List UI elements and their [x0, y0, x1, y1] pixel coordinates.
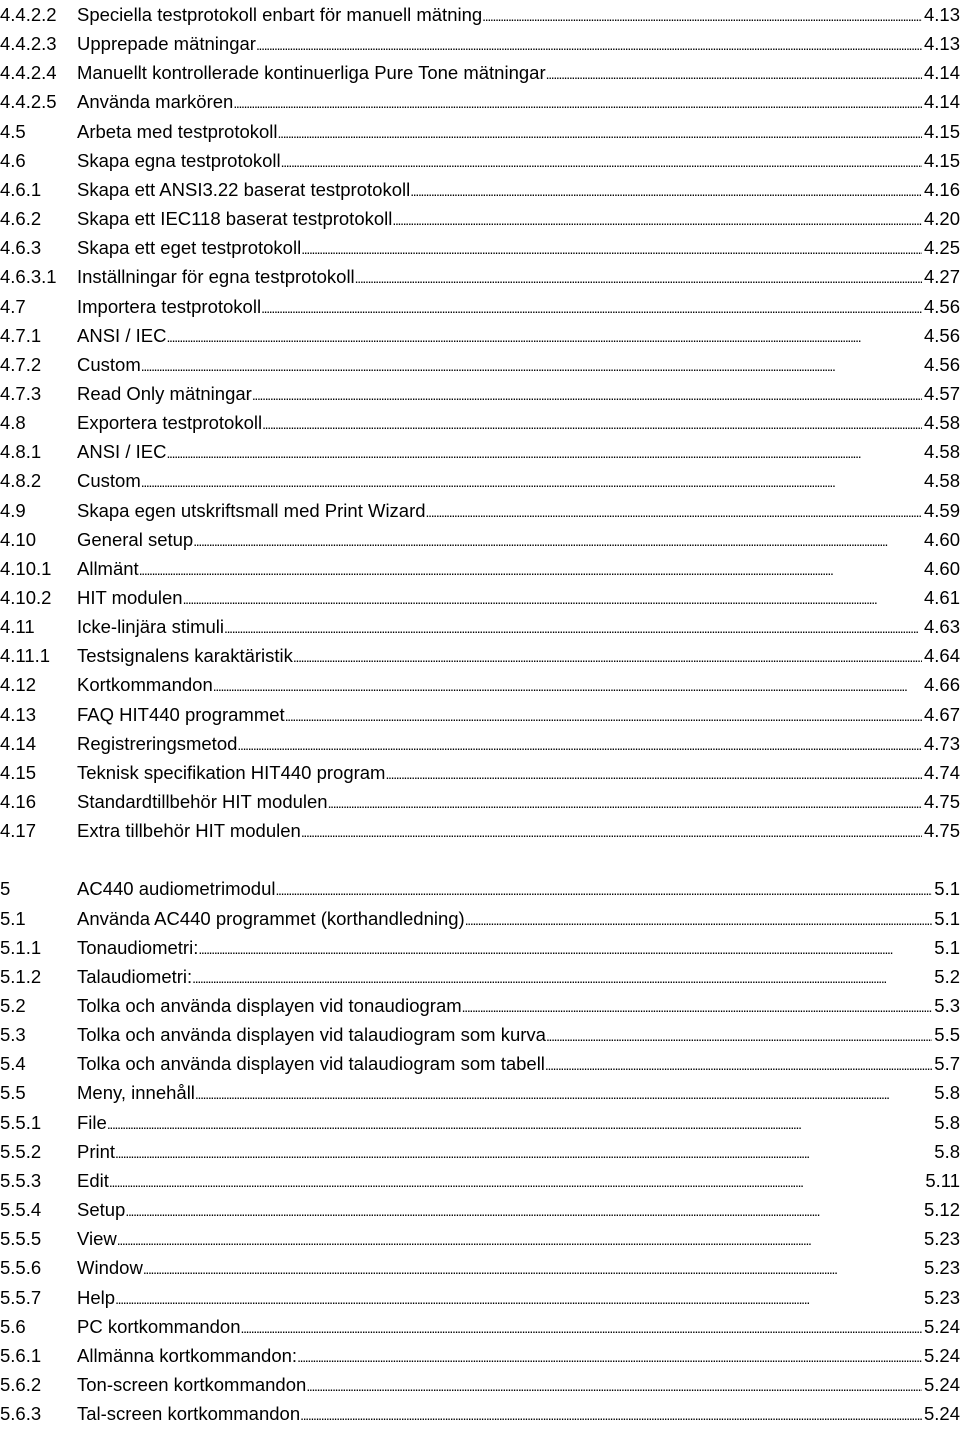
toc-entry-line — [77, 933, 960, 964]
toc-dot-leader — [285, 700, 922, 731]
toc-entry-page: 5.23 — [923, 1228, 960, 1250]
toc-entry-page: 4.13 — [923, 4, 960, 25]
toc-entry-page: 4.58 — [923, 470, 960, 492]
toc-entry[interactable] — [0, 641, 960, 670]
toc-entry-number: 4.9 — [0, 499, 26, 521]
toc-dot-leader — [195, 1078, 932, 1109]
toc-dot-leader — [297, 1341, 922, 1372]
toc-dot-leader — [355, 262, 922, 293]
toc-entry[interactable] — [0, 204, 960, 233]
toc-entry-page: 5.8 — [934, 1111, 960, 1133]
toc-dot-leader — [262, 408, 922, 439]
toc-entry[interactable] — [0, 700, 960, 729]
toc-dot-leader — [139, 554, 922, 585]
toc-entry-number: 4.6 — [0, 149, 26, 171]
toc-entry-line — [77, 729, 960, 760]
toc-entry-line — [77, 1137, 960, 1168]
toc-entry[interactable] — [0, 612, 960, 641]
toc-entry-line — [77, 1166, 960, 1197]
toc-entry-number: 5.6.3 — [0, 1403, 42, 1424]
toc-entry-number: 4.15 — [0, 761, 37, 783]
toc-entry-page: 5.3 — [934, 994, 960, 1016]
toc-entry[interactable] — [0, 962, 960, 991]
toc-entry-line — [77, 758, 960, 789]
toc-dot-leader — [109, 1166, 923, 1197]
toc-entry[interactable] — [0, 350, 960, 379]
toc-entry[interactable] — [0, 262, 960, 291]
toc-entry-page: 4.56 — [923, 353, 960, 375]
toc-dot-leader — [278, 117, 922, 148]
toc-dot-leader — [462, 991, 933, 1022]
toc-entry[interactable] — [0, 496, 960, 525]
toc-entry-page: 4.59 — [923, 499, 960, 521]
toc-entry-title: Speciella testprotokoll enbart för manuell mätning — [77, 4, 483, 25]
toc-entry-title: PC kortkommandon — [77, 1315, 241, 1337]
toc-entry[interactable] — [0, 1078, 960, 1107]
toc-entry-line — [77, 525, 960, 556]
toc-entry-line — [77, 1370, 960, 1401]
toc-dot-leader — [301, 233, 922, 264]
toc-entry-number: 4.8.1 — [0, 441, 42, 463]
toc-entry-page: 4.14 — [923, 62, 960, 84]
toc-entry[interactable] — [0, 1399, 960, 1428]
toc-entry-line — [77, 1108, 960, 1139]
toc-entry-number: 4.17 — [0, 820, 37, 842]
toc-dot-leader — [224, 612, 922, 643]
toc-dot-leader — [141, 350, 922, 381]
toc-entry-number: 5.3 — [0, 1024, 26, 1046]
toc-entry-title: Meny, innehåll — [77, 1082, 195, 1104]
toc-entry[interactable] — [0, 729, 960, 758]
toc-entry-title: Edit — [77, 1169, 109, 1191]
toc-entry[interactable] — [0, 991, 960, 1020]
toc-entry[interactable] — [0, 1283, 960, 1312]
toc-entry-title: Tolka och använda displayen vid talaudiogram som kurva — [77, 1024, 546, 1046]
toc-entry-title: Skapa egna testprotokoll — [77, 149, 281, 171]
toc-entry-line — [77, 117, 960, 148]
toc-entry-page: 4.15 — [923, 149, 960, 171]
toc-entry-number: 4.11 — [0, 616, 35, 638]
toc-entry-title: Skapa ett IEC118 baserat testprotokoll — [77, 208, 393, 229]
toc-entry-line — [77, 1253, 960, 1284]
toc-entry-title: AC440 audiometrimodul — [77, 878, 276, 900]
toc-entry[interactable] — [0, 29, 960, 58]
toc-entry[interactable] — [0, 1108, 960, 1137]
toc-entry-title: Print — [77, 1140, 116, 1162]
toc-entry[interactable] — [0, 583, 960, 612]
toc-entry-page: 4.57 — [923, 382, 960, 404]
toc-entry[interactable] — [0, 175, 960, 204]
toc-entry[interactable] — [0, 554, 960, 583]
toc-entry-title: Help — [77, 1286, 116, 1308]
toc-entry-line — [77, 1341, 960, 1372]
toc-dot-leader — [545, 1049, 932, 1080]
toc-entry[interactable] — [0, 874, 960, 903]
toc-entry-page: 5.24 — [923, 1344, 960, 1366]
toc-entry-title: Tal-screen kortkommandon — [77, 1403, 301, 1424]
toc-dot-leader — [141, 466, 922, 497]
toc-entry-number: 5.5.7 — [0, 1286, 42, 1308]
toc-entry-line — [77, 58, 960, 89]
toc-entry-page: 5.24 — [923, 1373, 960, 1395]
toc-entry-line — [77, 700, 960, 731]
toc-entry-number: 4.5 — [0, 120, 26, 142]
toc-entry[interactable] — [0, 1224, 960, 1253]
toc-entry-title: Skapa ett eget testprotokoll — [77, 237, 302, 259]
toc-entry-line — [77, 904, 960, 935]
toc-entry-number: 5.1.1 — [0, 936, 42, 958]
toc-entry-page: 5.1 — [934, 936, 960, 958]
toc-entry-number: 5.6.2 — [0, 1373, 42, 1395]
toc-entry-number: 5.5.2 — [0, 1140, 42, 1162]
toc-dot-leader — [252, 379, 922, 410]
toc-entry-title: Skapa ett ANSI3.22 baserat testprotokoll — [77, 178, 411, 200]
toc-entry-title: Testsignalens karaktäristik — [77, 645, 293, 667]
toc-entry-title: Inställningar för egna testprotokoll — [77, 266, 355, 288]
toc-entry-page: 4.25 — [923, 237, 960, 259]
toc-entry[interactable] — [0, 1253, 960, 1282]
toc-dot-leader — [115, 1137, 932, 1168]
toc-entry-number: 5.6 — [0, 1315, 26, 1337]
toc-dot-leader — [213, 670, 922, 701]
toc-entry-number: 4.12 — [0, 674, 37, 696]
toc-entry[interactable] — [0, 1049, 960, 1078]
toc-entry-line — [77, 437, 960, 468]
toc-entry-line — [77, 350, 960, 381]
toc-entry[interactable] — [0, 87, 960, 116]
toc-entry-line — [77, 0, 960, 31]
toc-dot-leader — [193, 525, 922, 556]
toc-entry-title: Icke-linjära stimuli — [77, 616, 225, 638]
toc-dot-leader — [115, 1283, 922, 1314]
toc-entry[interactable] — [0, 670, 960, 699]
toc-dot-leader — [143, 1253, 922, 1284]
toc-entry-title: Använda AC440 programmet (korthandledning) — [77, 907, 465, 929]
toc-entry-line — [77, 87, 960, 118]
toc-entry-page: 4.61 — [923, 587, 960, 608]
toc-entry[interactable] — [0, 933, 960, 962]
toc-entry-line — [77, 670, 960, 701]
toc-entry-title: ANSI / IEC — [77, 324, 167, 346]
toc-entry-page: 4.75 — [923, 820, 960, 842]
toc-entry-number: 4.14 — [0, 732, 37, 754]
toc-entry-title: Importera testprotokoll — [77, 295, 262, 317]
toc-entry-line — [77, 379, 960, 410]
toc-dot-leader — [166, 321, 922, 352]
toc-entry-title: Registreringsmetod — [77, 732, 238, 754]
toc-dot-leader — [275, 874, 932, 905]
toc-entry-line — [77, 1020, 960, 1051]
toc-dot-leader — [125, 1195, 922, 1226]
toc-entry-page: 4.66 — [923, 674, 960, 696]
toc-entry-page: 4.60 — [923, 528, 960, 550]
toc-entry-number: 4.7.2 — [0, 353, 42, 375]
toc-entry[interactable] — [0, 904, 960, 933]
toc-entry-page: 5.24 — [923, 1315, 960, 1337]
toc-entry[interactable] — [0, 117, 960, 146]
toc-entry-page: 4.58 — [923, 412, 960, 434]
toc-entry-number: 4.6.2 — [0, 208, 42, 229]
toc-entry-title: Exportera testprotokoll — [77, 412, 263, 434]
toc-entry-line — [77, 874, 960, 905]
toc-entry-page: 4.14 — [923, 91, 960, 113]
toc-entry[interactable] — [0, 1312, 960, 1341]
toc-dot-leader — [482, 0, 922, 31]
toc-entry-page: 4.16 — [923, 178, 960, 200]
toc-entry-number: 5.5.6 — [0, 1257, 42, 1279]
toc-dot-leader — [281, 146, 922, 177]
toc-entry-title: File — [77, 1111, 107, 1133]
toc-entry-page: 5.11 — [925, 1169, 960, 1191]
toc-entry[interactable] — [0, 787, 960, 816]
toc-entry-line — [77, 29, 960, 60]
toc-dot-leader — [328, 787, 922, 818]
toc-entry-page: 5.7 — [934, 1053, 960, 1075]
toc-entry[interactable] — [0, 816, 960, 845]
toc-entry-title: Read Only mätningar — [77, 382, 252, 404]
toc-dot-leader — [192, 962, 932, 993]
toc-entry-line — [77, 816, 960, 847]
toc-entry-title: Arbeta med testprotokoll — [77, 120, 278, 142]
toc-entry-number: 4.13 — [0, 703, 37, 725]
toc-entry-page: 4.74 — [923, 761, 960, 783]
toc-entry-title: HIT modulen — [77, 587, 183, 608]
toc-entry-number: 4.7.3 — [0, 382, 42, 404]
toc-entry-line — [77, 991, 960, 1022]
toc-entry-title: FAQ HIT440 programmet — [77, 703, 285, 725]
toc-dot-leader — [546, 58, 922, 89]
toc-entry[interactable] — [0, 58, 960, 87]
toc-entry-page: 4.27 — [923, 266, 960, 288]
toc-entry-number: 5.4 — [0, 1053, 26, 1075]
toc-entry-page: 4.13 — [923, 33, 960, 55]
toc-entry-title: Window — [77, 1257, 143, 1279]
toc-dot-leader — [117, 1224, 922, 1255]
toc-dot-leader — [301, 816, 922, 847]
toc-entry-page: 5.24 — [923, 1403, 960, 1424]
toc-entry[interactable] — [0, 1020, 960, 1049]
toc-entry-title: View — [77, 1228, 117, 1250]
toc-entry-number: 5.6.1 — [0, 1344, 42, 1366]
toc-dot-leader — [240, 1312, 922, 1343]
toc-entry-number: 5.1.2 — [0, 965, 42, 987]
toc-dot-leader — [385, 758, 922, 789]
toc-entry-title: Skapa egen utskriftsmall med Print Wizard — [77, 499, 426, 521]
toc-entry-page: 5.1 — [934, 907, 960, 929]
toc-entry[interactable] — [0, 233, 960, 262]
toc-dot-leader — [107, 1108, 932, 1139]
toc-entry-page: 4.15 — [923, 120, 960, 142]
toc-entry-line — [77, 641, 960, 672]
toc-entry-line — [77, 1195, 960, 1226]
toc-entry-line — [77, 554, 960, 585]
toc-entry-number: 5.1 — [0, 907, 26, 929]
toc-entry-number: 4.4.2.2 — [0, 4, 57, 25]
toc-entry-number: 4.6.1 — [0, 178, 42, 200]
toc-entry-title: Custom — [77, 470, 141, 492]
toc-entry-number: 5.5 — [0, 1082, 26, 1104]
toc-entry-page: 4.75 — [923, 791, 960, 812]
toc-entry-title: Custom — [77, 353, 141, 375]
toc-entry[interactable] — [0, 379, 960, 408]
toc-entry-number: 5.2 — [0, 994, 26, 1016]
toc-dot-leader — [306, 1370, 922, 1401]
toc-entry-line — [77, 233, 960, 264]
toc-entry-line — [77, 583, 960, 614]
toc-entry-number: 4.6.3 — [0, 237, 42, 259]
toc-entry[interactable] — [0, 1166, 960, 1195]
toc-dot-leader — [198, 933, 932, 964]
toc-dot-leader — [256, 29, 922, 60]
toc-entry[interactable] — [0, 466, 960, 495]
toc-entry-title: Setup — [77, 1199, 126, 1220]
toc-entry-title: Allmänt — [77, 557, 139, 579]
toc-entry-line — [77, 292, 960, 323]
toc-entry-number: 4.7.1 — [0, 324, 42, 346]
toc-entry-title: Talaudiometri: — [77, 965, 193, 987]
toc-entry-title: Tolka och använda displayen vid talaudiogram som tabell — [77, 1053, 545, 1075]
toc-entry-line — [77, 146, 960, 177]
toc-entry[interactable] — [0, 1341, 960, 1370]
toc-entry-page: 4.20 — [923, 208, 960, 229]
toc-entry-page: 5.12 — [923, 1199, 960, 1220]
toc-entry[interactable] — [0, 525, 960, 554]
toc-dot-leader — [546, 1020, 932, 1051]
toc-entry-line — [77, 496, 960, 527]
toc-entry-line — [77, 1049, 960, 1080]
toc-entry-number: 4.4.2.3 — [0, 33, 57, 55]
toc-entry-title: Tolka och använda displayen vid tonaudiogram — [77, 994, 462, 1016]
toc-entry-title: Manuellt kontrollerade kontinuerliga Pure Tone mätningar — [77, 62, 546, 84]
toc-entry[interactable] — [0, 0, 960, 29]
toc-entry-title: Allmänna kortkommandon: — [77, 1344, 298, 1366]
toc-entry-number: 4.4.2.4 — [0, 62, 57, 84]
toc-entry-page: 4.56 — [923, 324, 960, 346]
toc-entry-page: 4.56 — [923, 295, 960, 317]
toc-entry-page: 4.67 — [923, 703, 960, 725]
toc-entry-line — [77, 1312, 960, 1343]
toc-entry-number: 4.7 — [0, 295, 26, 317]
toc-entry-number: 4.8 — [0, 412, 26, 434]
toc-entry-number: 4.11.1 — [0, 645, 51, 667]
toc-entry[interactable] — [0, 408, 960, 437]
toc-entry-line — [77, 787, 960, 818]
toc-entry[interactable] — [0, 146, 960, 175]
toc-entry-page: 4.64 — [923, 645, 960, 667]
toc-entry-number: 5 — [0, 878, 11, 900]
toc-entry-number: 5.5.3 — [0, 1169, 42, 1191]
toc-dot-leader — [261, 292, 922, 323]
toc-entry[interactable] — [0, 1137, 960, 1166]
toc-dot-leader — [392, 204, 922, 235]
toc-entry-line — [77, 321, 960, 352]
toc-entry[interactable] — [0, 292, 960, 321]
toc-entry-line — [77, 962, 960, 993]
toc-entry-number: 5.5.1 — [0, 1111, 42, 1133]
toc-entry-number: 5.5.5 — [0, 1228, 42, 1250]
toc-entry[interactable] — [0, 321, 960, 350]
toc-entry-number: 5.5.4 — [0, 1199, 42, 1220]
toc-entry-title: Använda markören — [77, 91, 234, 113]
toc-entry-page: 4.73 — [923, 732, 960, 754]
toc-entry-page: 4.60 — [923, 557, 960, 579]
toc-entry-page: 5.2 — [934, 965, 960, 987]
toc-entry-page: 5.8 — [934, 1140, 960, 1162]
toc-entry-line — [77, 204, 960, 235]
toc-entry-title: Kortkommandon — [77, 674, 213, 696]
toc-entry-number: 4.10.2 — [0, 587, 52, 608]
toc-entry-page: 4.63 — [923, 616, 960, 638]
toc-entry-number: 4.4.2.5 — [0, 91, 57, 113]
toc-entry-line — [77, 612, 960, 643]
toc-entry-number: 4.16 — [0, 791, 37, 812]
toc-entry[interactable] — [0, 1195, 960, 1224]
toc-entry-page: 5.8 — [934, 1082, 960, 1104]
toc-entry[interactable] — [0, 758, 960, 787]
toc-dot-leader — [183, 583, 922, 614]
toc-entry-line — [77, 175, 960, 206]
toc-entry-title: ANSI / IEC — [77, 441, 167, 463]
toc-dot-leader — [233, 87, 922, 118]
toc-entry-page: 5.23 — [923, 1286, 960, 1308]
toc-entry-number: 4.10 — [0, 528, 37, 550]
toc-dot-leader — [465, 904, 933, 935]
toc-entry-title: Ton-screen kortkommandon — [77, 1373, 307, 1395]
toc-entry-number: 4.8.2 — [0, 470, 42, 492]
toc-dot-leader — [426, 496, 922, 527]
toc-entry-page: 5.1 — [934, 878, 960, 900]
toc-dot-leader — [410, 175, 922, 206]
toc-entry-number: 4.10.1 — [0, 557, 52, 579]
toc-entry-line — [77, 1283, 960, 1314]
toc-entry-number: 4.6.3.1 — [0, 266, 57, 288]
toc-entry-title: General setup — [77, 528, 194, 550]
toc-entry-line — [77, 1224, 960, 1255]
toc-entry-line — [77, 1078, 960, 1109]
toc-entry-line — [77, 408, 960, 439]
toc-entry-page: 4.58 — [923, 441, 960, 463]
toc-dot-leader — [293, 641, 922, 672]
toc-dot-leader — [237, 729, 922, 760]
toc-entry[interactable] — [0, 1370, 960, 1399]
toc-entry-title: Upprepade mätningar — [77, 33, 256, 55]
toc-entry-title: Extra tillbehör HIT modulen — [77, 820, 301, 842]
toc-entry-title: Standardtillbehör HIT modulen — [77, 791, 328, 812]
toc-entry-page: 5.5 — [934, 1024, 960, 1046]
toc-entry-title: Teknisk specifikation HIT440 program — [77, 761, 386, 783]
toc-entry-line — [77, 466, 960, 497]
toc-entry-title: Tonaudiometri: — [77, 936, 199, 958]
toc-entry-page: 5.23 — [923, 1257, 960, 1279]
toc-entry-line — [77, 262, 960, 293]
toc-dot-leader — [166, 437, 922, 468]
toc-entry[interactable] — [0, 437, 960, 466]
